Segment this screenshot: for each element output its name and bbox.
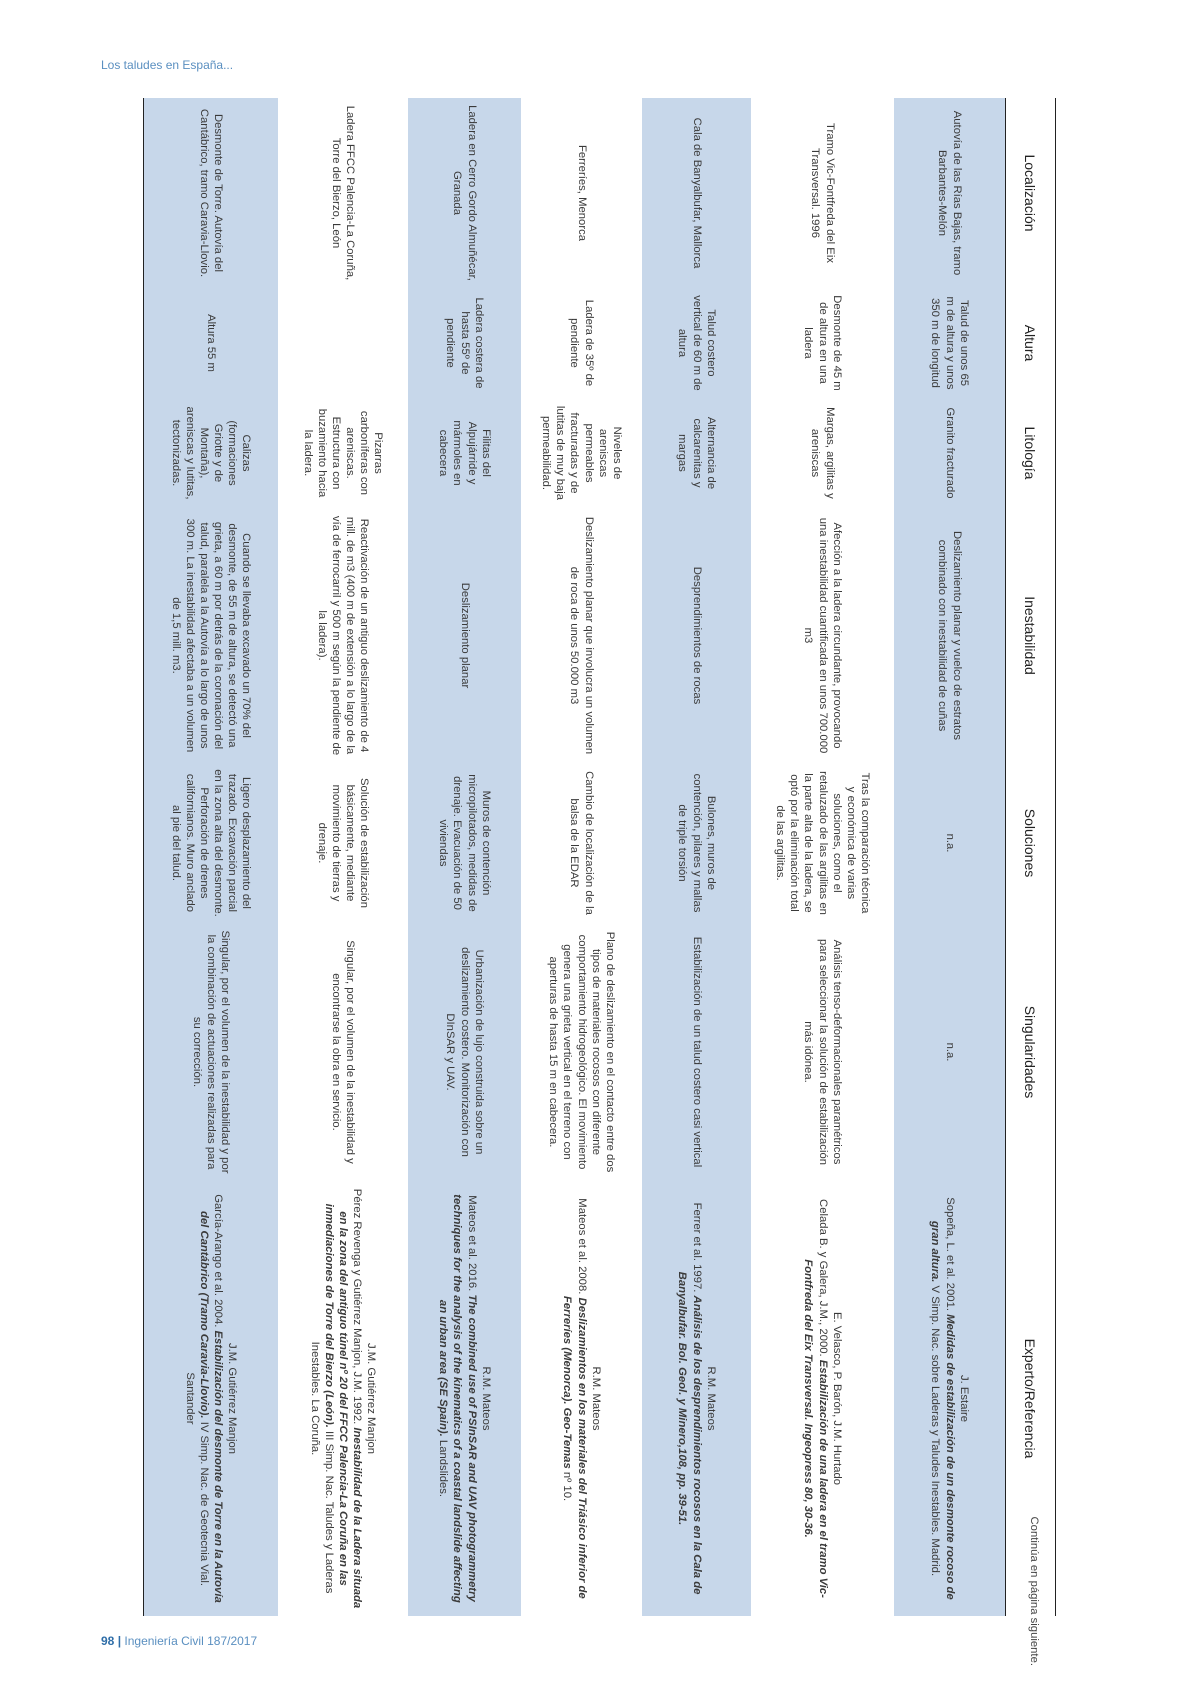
cell-altura [278,288,408,398]
reference-title: Medidas de estabilización de un desmonte rocoso de gran altura. [929,1220,956,1600]
reference-authors: García-Arango et al. 2004. [212,1194,225,1331]
cell-altura: Ladera costera de hasta 55º de pendiente [408,288,521,398]
table-row [521,98,642,1616]
reference-source: IV Simp. Nac. de Geotecnia Vial. Santander [183,1372,210,1587]
reference-authors: Celada B. y Galera, J.M., 2000. [816,1199,829,1360]
running-head: Los taludes en España... [101,58,234,72]
table-row [278,98,408,1616]
cell-inestabilidad: Afección a la ladera circundante, provocando una inestabilidad cuantificada en unos 700.000 m3 [802,517,843,754]
cell-inestabilidad: Cuando se llevaba excavado un 70% del desmonte, de 55 m de altura, se detectó una grieta, a 60 m por detrás de la coronación del talud, paralela a la Autovía a lo largo de unos 300 m. La inestabilidad afectaba a un volumen de 1,5 mill. m3. [144,508,279,763]
cell-experto-referencia [894,1181,1006,1616]
reference-source: V Simp. Nac. sobre Laderas y Taludes Inestables. Madrid. [929,1282,942,1577]
cell-inestabilidad: Deslizamiento planar [408,508,521,763]
reference-title: Estabilización de una ladera en el tramo Vic-Fontfreda del Eix Transversal. Ingeopress 80, 30-36. [802,1259,829,1598]
header-localizacion: Localización [1006,98,1056,288]
cell-singularidades: Singular, por el volumen de la inestabilidad y encontrarse la obra en servicio. [330,940,357,1164]
cell-inestabilidad: Deslizamiento planar que involucra un volumen de roca de unos 50.000 m3 [568,516,595,755]
header-altura: Altura [1006,288,1056,398]
reference-source: Landslides. [437,1436,450,1498]
cell-soluciones: Ligero desplazamiento del trazado. Excavación parcial en la zona alta del desmonte. Perforación de drenes californianos. Muro anclado al pie del talud. [144,763,279,923]
cell-singularidades: Plano de deslizamiento en el contacto entre dos tipos de materiales rocosos con diferente comportamiento hidrogeológico. El movimiento genera una grieta vertical en el terreno con aperturas de hasta 15 m en cabecera. [547,931,616,1173]
expert-name: E. Velasco, P. Barón, J.M. Hurtado [830,1311,843,1486]
reference [308,1187,364,1610]
rotated-table-wrapper [106,98,1056,1616]
table-row [642,98,751,1616]
reference-authors: Mateos et al. 2016. [465,1195,478,1295]
cell-altura: Talud de unos 65 m de altura y unos 350 m de longitud [894,288,1006,398]
expert-name: J.M. Gutiérrez Manjon [226,1342,239,1455]
reference-title: Inestabilidad de la Ladera situada en la zona del antiguo túnel nº 20 del FFCC Palencia-La Coruña en las inmediaciones de Torre del Bierzo (León). [322,1203,364,1609]
cell-singularidades: Singular, por el volumen de la inestabilidad y por la combinación de actuaciones realizadas para su corrección. [144,923,279,1181]
cell-singularidades: n.a. [894,923,1006,1181]
reference [928,1187,956,1610]
cell-soluciones: Solución de estabilización básicamente, mediante movimiento de tierras y drenaje. [315,778,371,908]
cell-litologia: Pizarras carboníferas con areniscas. Estructura con buzamiento hacia la ladera. [301,408,385,498]
cell-litologia: Calizas (formaciones Griotte y de Montaña), areniscas y lutitas, tectonizadas. [144,398,279,508]
cell-inestabilidad: Desprendimientos de rocas [642,508,751,763]
reference-source: nº 10. [561,1468,574,1502]
journal-issue: Ingeniería Civil 187/2017 [124,1634,258,1648]
reference-authors: Sopeña, L. et al. 2001. [943,1197,956,1315]
reference-authors: Mateos et al. 2008. [575,1198,588,1298]
table-header-row [1006,98,1056,1616]
reference [560,1187,588,1610]
cell-altura: Ladera de 35º de pendiente [568,299,595,387]
cell-soluciones: n.a. [894,763,1006,923]
expert-name: J.M. Gutiérrez Manjon [365,1342,378,1455]
expert-name: R.M. Mateos [704,1366,717,1431]
cell-experto-referencia [408,1181,521,1616]
cell-localizacion: Cala de Banyalbufar, Mallorca [642,98,751,288]
table-row [144,98,279,1616]
cell-experto-referencia [751,1181,894,1616]
cell-soluciones: Bulones, muros de contención, pilares y mallas de triple torsión [642,763,751,923]
cell-litologia: Granito fracturado [894,398,1006,508]
reference [675,1187,703,1610]
cell-experto-referencia [278,1181,408,1616]
reference [183,1187,225,1610]
reference-title: Deslizamientos en los materiales del Triásico inferior de Ferreríes (Menorca). Geo-Temas [561,1295,588,1599]
continue-note: Continúa en página siguiente. [1028,1516,1040,1666]
reference-title: Análisis de los desprendimientos rocosos en la Cala de Banyalbufar. Bol. Geol. y Minero,108, pp. 39-51. [676,1271,703,1595]
cell-inestabilidad: Reactivación de un antiguo deslizamiento de 4 mill. de m3 (400 m de extensión a lo largo de la vía de ferrocarril y 500 m según la pendiente de la ladera). [315,515,371,756]
cell-litologia: Alternancia de calcarenitas y margas [642,398,751,508]
cell-localizacion: Ferreríes, Menorca [575,144,588,242]
header-litologia: Litología [1006,398,1056,508]
reference-title: Estabilización del desmonte de Torre en la Autovía del Cantábrico (Tramo Caravia-Llovio). [198,1210,225,1603]
cell-localizacion: Ladera FFCC Palencia-La Coruña, Torre del Bierzo, León [330,105,357,281]
cell-altura: Talud costero vertical de 60 m de altura [642,288,751,398]
cell-singularidades: Análisis tenso-deformacionales paramétricos para seleccionar la solución de estabilización más idónea. [802,938,843,1166]
cell-altura: Altura 55 m [144,288,279,398]
cell-localizacion: Autovía de las Rías Bajas, tramo Barbantes-Melón [894,98,1006,288]
cell-localizacion: Ladera en Cerro Gordo Almuñécar, Granada [408,98,521,288]
table-row [894,98,1006,1616]
cell-soluciones: Cambio de localización de la balsa de la EDAR [568,771,595,915]
reference-authors: Ferrer et al. 1997. [690,1202,703,1296]
reference [801,1187,829,1610]
cell-experto-referencia [642,1181,751,1616]
page-number: 98 [101,1634,115,1648]
expert-name: J. Estaire [957,1374,970,1423]
table-row [751,98,894,1616]
reference-title: The combined use of PSInSAR and UAV photogrammetry techniques for the analysis of the kinematics of a coastal landslide affecting an urban area (SE Spain). [437,1194,478,1603]
page-footer [101,1634,257,1648]
header-soluciones: Soluciones [1006,763,1056,923]
header-singularidades: Singularidades [1006,923,1056,1181]
cell-localizacion: Desmonte de Torre. Autovía del Cantábrico, tramo Caravia-Llovio. [144,98,279,288]
cell-experto-referencia [144,1181,279,1616]
cell-localizacion: Tramo Vic-Fontfreda del Eix Transversal. 1996 [809,122,836,263]
expert-name: R.M. Mateos [479,1366,492,1431]
cell-soluciones: Tras la comparación técnica y económica de varias soluciones, como el retaluzado de las argilitas en la parte alta de la ladera, se optó por la eliminación total de las argilitas. [774,771,871,915]
header-inestabilidad: Inestabilidad [1006,508,1056,763]
reference [436,1187,478,1610]
cell-singularidades: Urbanización de lujo construida sobre un deslizamiento costero. Monitorización con DInSAR y UAV. [408,923,521,1181]
header-experto-referencia: Experto/Referencia [1006,1181,1056,1616]
expert-name: R.M. Mateos [589,1366,602,1431]
cell-inestabilidad: Deslizamiento planar y vuelco de estratos combinado con inestabilidad de cuñas [894,508,1006,763]
reference-source: III Simp. Nac. Taludes y Laderas Inestables. La Coruña. [308,1341,335,1594]
cell-experto-referencia [521,1181,642,1616]
cell-singularidades: Estabilización de un talud costero casi vertical [642,923,751,1181]
cell-altura: Desmonte de 45 m de altura en una ladera [802,295,843,391]
cell-litologia: Margas, argilitas y areniscas [809,407,836,499]
table-row [408,98,521,1616]
reference-authors: Pérez Revenga y Gutiérrez Manjon, J.M. 1992. [351,1188,364,1428]
cell-soluciones: Muros de contención micropilotados, medidas de drenaje. Evacuación de 50 viviendas [408,763,521,923]
landslide-table [143,98,1056,1616]
cell-litologia: Filitas del Alpujárride y mármoles en cabecera [408,398,521,508]
cell-litologia: Niveles de areniscas permeables fracturadas y de lutitas de muy baja permeabilidad. [540,405,623,501]
footer-separator: | [114,1634,125,1648]
